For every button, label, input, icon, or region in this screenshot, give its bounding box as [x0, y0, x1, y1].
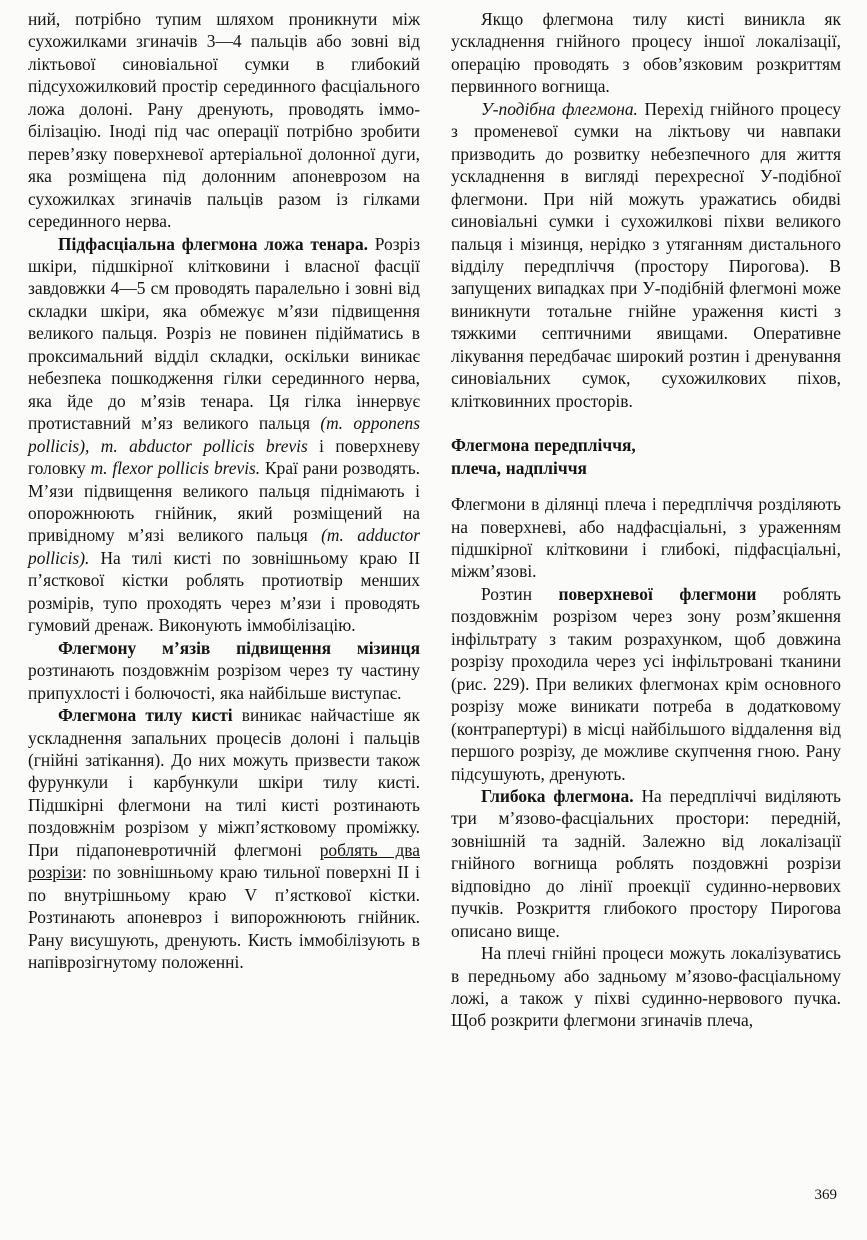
paragraph-text: На передпліччі виділяють три м’язово-фасціальних простори: передній, зовнішній та задній. Залежно від локалізації гнійного вогнища роблять поздовжні розрізи відповідно до лінії проекції судинно-нервових пучків. Розкриття глибокого простору Пирогова описано вище.	[451, 785, 841, 941]
run-heading: Глибока флегмона.	[481, 785, 634, 806]
paragraph-text: і поверхневу головку	[28, 435, 420, 479]
paragraph-text: виникає найчастіше як ускладнення запальних процесів долоні і пальців (гнійні затікання). До них можуть призвести також фурункули і карбункули шкіри тилу кисті. Підшкірні флегмони на тилі кисті розтинають поздовжнім розрізом у міжп’ястковому проміжку. При підапоневротичній флегмоні	[28, 705, 420, 860]
paragraph: ний, потрібно тупим шляхом проникнути між сухожилками згиначів 3—4 пальців або зовні від ліктьової синовіальної сумки в глибокий підсухожилковий простір серединного фасціального ложа долоні. Рану дренують, проводять іммобілізацію. Іноді під час операції потрібно зробити перев’язку поверхневої артеріальної долонної дуги, яка розміщена під долонним апоневрозом на сухожилках згиначів пальців разом із гілками серединного нерва.	[28, 9, 420, 232]
run-heading: Підфасціальна флегмона ложа тенара.	[58, 233, 369, 254]
heading-line: Флегмона передпліччя,	[451, 435, 636, 456]
right-column	[451, 8, 841, 1032]
left-column	[28, 8, 420, 973]
underlined-text: роблять два розрізи	[28, 839, 420, 883]
heading-line: плеча, надпліччя	[451, 457, 587, 478]
latin-term: m. flexor pollicis brevis.	[90, 458, 261, 479]
run-heading: Флегмону м’язів підвищення мізинця	[58, 637, 420, 658]
run-heading: Флегмона тилу кисті	[58, 705, 233, 726]
paragraph-text: : по зовнішньому краю тильної поверхні II і по внутрішньому краю V п’ясткової кістки. Розтинають апоневроз і випорожнюють гнійник. Рану висушують, дренують. Кисть іммобілізують в напіврозігнутому положенні.	[28, 862, 420, 973]
latin-term: (m. opponens pollicis), m. abductor pollicis brevis	[28, 413, 420, 456]
paragraph-text: На тилі кисті по зовнішньому краю II п’ясткової кістки роблять протиотвір менших розмірів, тупо проходять через м’язи і проводять гумовий дренаж. Виконують іммобілізацію.	[28, 547, 420, 636]
section-heading	[451, 434, 841, 479]
run-heading: У-подібна флегмона.	[481, 98, 638, 119]
paragraph-text: Краї рани розводять. М’язи підвищення великого пальця піднімають і опорожнюють гнійник, який розміщений на привідному м’язі великого пальця	[28, 458, 421, 546]
paragraph: Флегмони в ділянці плеча і передпліччя розділяють на поверхневі, або надфасціальні, з ураженням підшкірної клітковини і глибокі, підфасціальні, міжм’язові.	[451, 494, 841, 582]
paragraph	[28, 233, 420, 637]
page-number: 369	[814, 1187, 837, 1203]
paragraph	[451, 98, 841, 412]
paragraph	[451, 583, 841, 785]
paragraph	[28, 637, 420, 704]
run-heading: поверхневої флегмони	[558, 583, 757, 604]
latin-term: (m. adductor pollicis).	[28, 525, 420, 568]
paragraph-text: розтинають поздовжнім розрізом через ту частину припухлості і болючості, яка найбільше виступає.	[28, 660, 420, 703]
paragraph: Якщо флегмона тилу кисті виникла як ускладнення гнійного процесу іншої локалізації, операцію проводять з обов’язковим розкриттям первинного вогнища.	[451, 9, 841, 97]
paragraph	[28, 704, 420, 973]
paragraph: На плечі гнійні процеси можуть локалізуватись в передньому або задньому м’язово-фасціальному ложі, а також у піхві судинно-нервового пучка. Щоб розкрити флегмони згиначів плеча,	[451, 943, 841, 1031]
paragraph-text: роблять поздовжнім розрізом через зону розм’якшення інфільтрату з таким розрахунком, щоб довжина розрізу проходила через усі інфільтровані тканини (рис. 229). При великих флегмонах крім основного розрізу може виникати потреба в додатковому (контрапертурі) в місці найбільшого віддалення від першого розрізу, де можливе скупчення гною. Рану підсушують, дренують.	[451, 583, 841, 784]
paragraph-text: Розріз шкіри, підшкірної клітковини і власної фасції завдовжки 4—5 см проводять паралельно і зовні від складки шкіри, яка обмежує м’язи підвищення великого пальця. Розріз не повинен підійматись в проксимальний відділ складки, оскільки виникає небезпека пошкодження гілки серединного нерва, яка йде до м’язів тенара. Ця гілка іннервує протиставний м’яз великого пальця	[28, 233, 420, 434]
paragraph-text: Перехід гнійного процесу з променевої сумки на ліктьову чи навпаки призводить до розвитку небезпечного для життя ускладнення в вигляді перехресної У-подібної флегмони. При ній можуть уражатись обидві синовіальні сумки і сухожилкові піхви великого пальця і мізинця, нерідко з утяганням дистального відділу передпліччя (простору Пирогова). В запущених випадках при У-подібній флегмоні може виникнути тотальне гнійне ураження кисті з тяжкими септичними явищами. Оперативне лікування передбачає широкий розтин і дренування синовіальних сумок, сухожилкових піхов, клітковинних просторів.	[451, 98, 841, 411]
paragraph-text: Розтин	[481, 583, 559, 604]
paragraph	[451, 785, 841, 942]
